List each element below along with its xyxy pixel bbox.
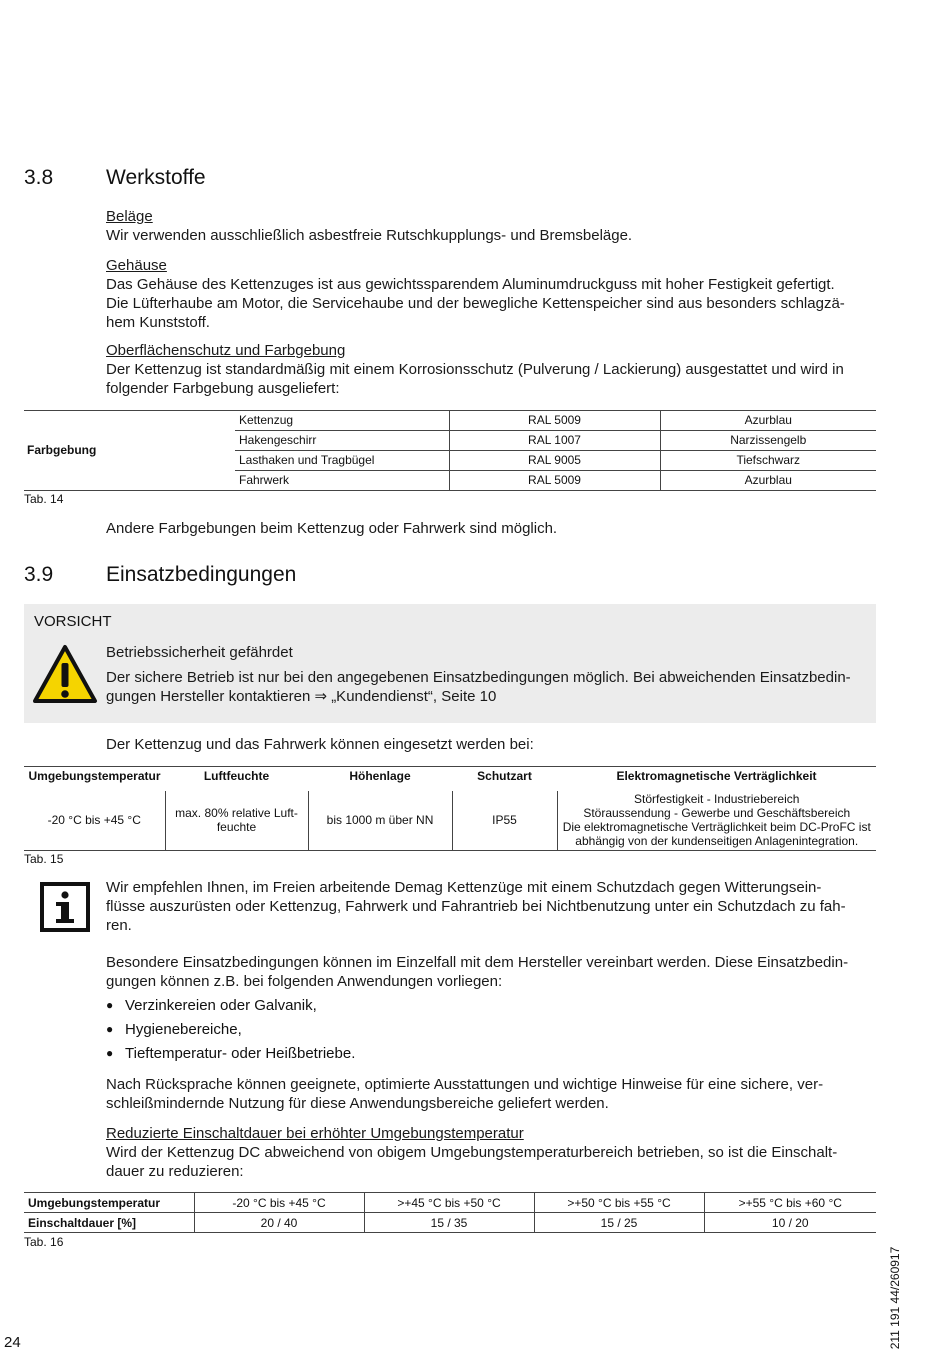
oberflaeche-line: Der Kettenzug ist standardmäßig mit einem Korrosionsschutz (Pulverung / Lackierung) ausgestattet und wird in [106, 361, 844, 378]
caution-box [24, 604, 876, 723]
after-line: Nach Rücksprache können geeignete, optimierte Ausstattungen und wichtige Hinweise für eine sichere, ver- [106, 1076, 824, 1093]
emv-line: Störfestigkeit - Industriebereich [634, 792, 800, 807]
table-cell: Azurblau [660, 470, 876, 490]
table-cell [557, 788, 876, 851]
reduced-duty-block [106, 1124, 896, 1181]
warning-triangle-icon [32, 644, 98, 704]
table-cell: Kettenzug [235, 410, 449, 430]
section-heading-3-9 [24, 563, 424, 589]
table-caption: Tab. 14 [24, 492, 64, 506]
emv-line: abhängig von der kundenseitigen Anlagenintegration. [575, 834, 859, 849]
list-item: ● Hygienebereiche, [106, 1020, 606, 1044]
belaege-text: Wir verwenden ausschließlich asbestfreie Rutschkupplungs- und Bremsbeläge. [106, 227, 633, 244]
table-cell [165, 788, 308, 851]
page-number: 24 [4, 1334, 21, 1351]
table-cell: RAL 1007 [449, 430, 660, 450]
table-cell: 15 / 25 [534, 1213, 704, 1233]
table-cell: >+50 °C bis +55 °C [534, 1193, 704, 1213]
section-title: Werkstoffe [106, 166, 206, 189]
gehaeuse-line: Das Gehäuse des Kettenzuges ist aus gewichtssparendem Aluminumdruckguss mit hoher Festigkeit gefertigt. [106, 276, 835, 293]
table-cell: RAL 9005 [449, 450, 660, 470]
table-15 [24, 766, 876, 851]
info-icon [40, 882, 90, 932]
table-cell: Fahrwerk [235, 470, 449, 490]
caution-title: Betriebssicherheit gefährdet [106, 644, 293, 661]
humidity-line: feuchte [216, 820, 257, 835]
gehaeuse-line: hem Kunststoff. [106, 314, 210, 331]
table-row [235, 450, 876, 470]
table-row [24, 1213, 876, 1233]
belaege-heading: Beläge [106, 208, 153, 225]
application-list [106, 996, 606, 1068]
info-line: flüsse auszurüsten oder Kettenzug, Fahrwerk und Fahrantrieb bei Nichtbenutzung unter ein Schutzdach zu fah- [106, 898, 846, 915]
emv-line: Störaussendung - Gewerbe und Geschäftsbereich [583, 806, 851, 821]
table-cell: >+55 °C bis +60 °C [704, 1193, 876, 1213]
section-number: 3.8 [24, 166, 54, 189]
table-row [235, 410, 876, 430]
table-cell: 20 / 40 [194, 1213, 364, 1233]
after-consultation-text [106, 1075, 896, 1113]
table-row-label: Einschaltdauer [%] [24, 1213, 194, 1233]
reduced-duty-heading: Reduzierte Einschaltdauer bei erhöhter Umgebungstemperatur [106, 1125, 524, 1142]
special-line: gungen können z.B. bei folgenden Anwendungen vorliegen: [106, 973, 503, 990]
table-cell: 10 / 20 [704, 1213, 876, 1233]
table-cell: -20 °C bis +45 °C [24, 788, 165, 851]
humidity-line: max. 80% relative Luft- [175, 806, 298, 821]
table-row-label: Umgebungstemperatur [24, 1193, 194, 1213]
info-line: Wir empfehlen Ihnen, im Freien arbeitende Demag Kettenzüge mit einem Schutzdach gegen Witterungsein- [106, 879, 822, 896]
after-line: schleißmindernde Nutzung für diese Anwendungsbereiche geliefert werden. [106, 1095, 609, 1112]
table-header: Elektromagnetische Verträglichkeit [557, 767, 876, 788]
table-cell: RAL 5009 [449, 410, 660, 430]
caution-line: Der sichere Betrieb ist nur bei den angegebenen Einsatzbedingungen möglich. Bei abweichenden Einsatzbedin- [106, 669, 851, 686]
table-cell: 15 / 35 [364, 1213, 534, 1233]
table-cell: Hakengeschirr [235, 430, 449, 450]
table-header-row [24, 767, 876, 788]
table-cell: -20 °C bis +45 °C [194, 1193, 364, 1213]
reduced-line: Wird der Kettenzug DC abweichend von obigem Umgebungstemperaturbereich betrieben, so ist die Einschalt- [106, 1144, 838, 1161]
special-conditions-text [106, 953, 896, 991]
table-cell: >+45 °C bis +50 °C [364, 1193, 534, 1213]
table-14-bottom-rule [24, 490, 236, 491]
table-header: Umgebungstemperatur [24, 767, 165, 788]
doc-number: 211 191 44/260917 [888, 1246, 902, 1350]
list-item: ● Tieftemperatur- oder Heißbetriebe. [106, 1044, 606, 1068]
table-caption: Tab. 16 [24, 1235, 64, 1249]
table-cell: IP55 [452, 788, 557, 851]
gehaeuse-block [106, 256, 896, 332]
gehaeuse-heading: Gehäuse [106, 257, 167, 274]
caution-text [106, 643, 871, 706]
section-number: 3.9 [24, 563, 54, 586]
info-line: ren. [106, 917, 132, 934]
reduced-line: dauer zu reduzieren: [106, 1163, 244, 1180]
table-cell: Narzissengelb [660, 430, 876, 450]
table-header: Höhenlage [308, 767, 452, 788]
oberflaeche-line: folgender Farbgebung ausgeliefert: [106, 380, 340, 397]
table-row [24, 1193, 876, 1213]
conditions-intro: Der Kettenzug und das Fahrwerk können eingesetzt werden bei: [106, 736, 534, 753]
caution-line: gungen Hersteller kontaktieren ⇒ „Kundendienst“, Seite 10 [106, 688, 497, 705]
section-title: Einsatzbedingungen [106, 563, 297, 586]
section-heading-3-8 [24, 166, 424, 192]
info-text [106, 878, 896, 935]
table-header: Luftfeuchte [165, 767, 308, 788]
emv-line: Die elektromagnetische Verträglichkeit beim DC-ProFC ist [562, 820, 871, 835]
oberflaeche-block [106, 341, 896, 398]
table-caption: Tab. 15 [24, 852, 64, 866]
table-cell: Tiefschwarz [660, 450, 876, 470]
table-header: Schutzart [452, 767, 557, 788]
list-item: ● Verzinkereien oder Galvanik, [106, 996, 606, 1020]
table-16 [24, 1192, 876, 1233]
belaege-block [106, 207, 886, 245]
table-14 [235, 410, 876, 491]
gehaeuse-line: Die Lüfterhaube am Motor, die Servicehaube und der bewegliche Kettenspeicher sind aus besonders schlagzä- [106, 295, 845, 312]
table-cell: RAL 5009 [449, 470, 660, 490]
caution-label: VORSICHT [34, 613, 112, 630]
table-cell: Azurblau [660, 410, 876, 430]
other-colors-text: Andere Farbgebungen beim Kettenzug oder Fahrwerk sind möglich. [106, 520, 558, 537]
table-cell: bis 1000 m über NN [308, 788, 452, 851]
table-cell: Lasthaken und Tragbügel [235, 450, 449, 470]
table-row [235, 430, 876, 450]
oberflaeche-heading: Oberflächenschutz und Farbgebung [106, 342, 346, 359]
table-row [24, 788, 876, 851]
table-14-row-label: Farbgebung [27, 443, 97, 457]
special-line: Besondere Einsatzbedingungen können im Einzelfall mit dem Hersteller vereinbart werden. Diese Einsatzbedin- [106, 954, 849, 971]
table-row [235, 470, 876, 490]
